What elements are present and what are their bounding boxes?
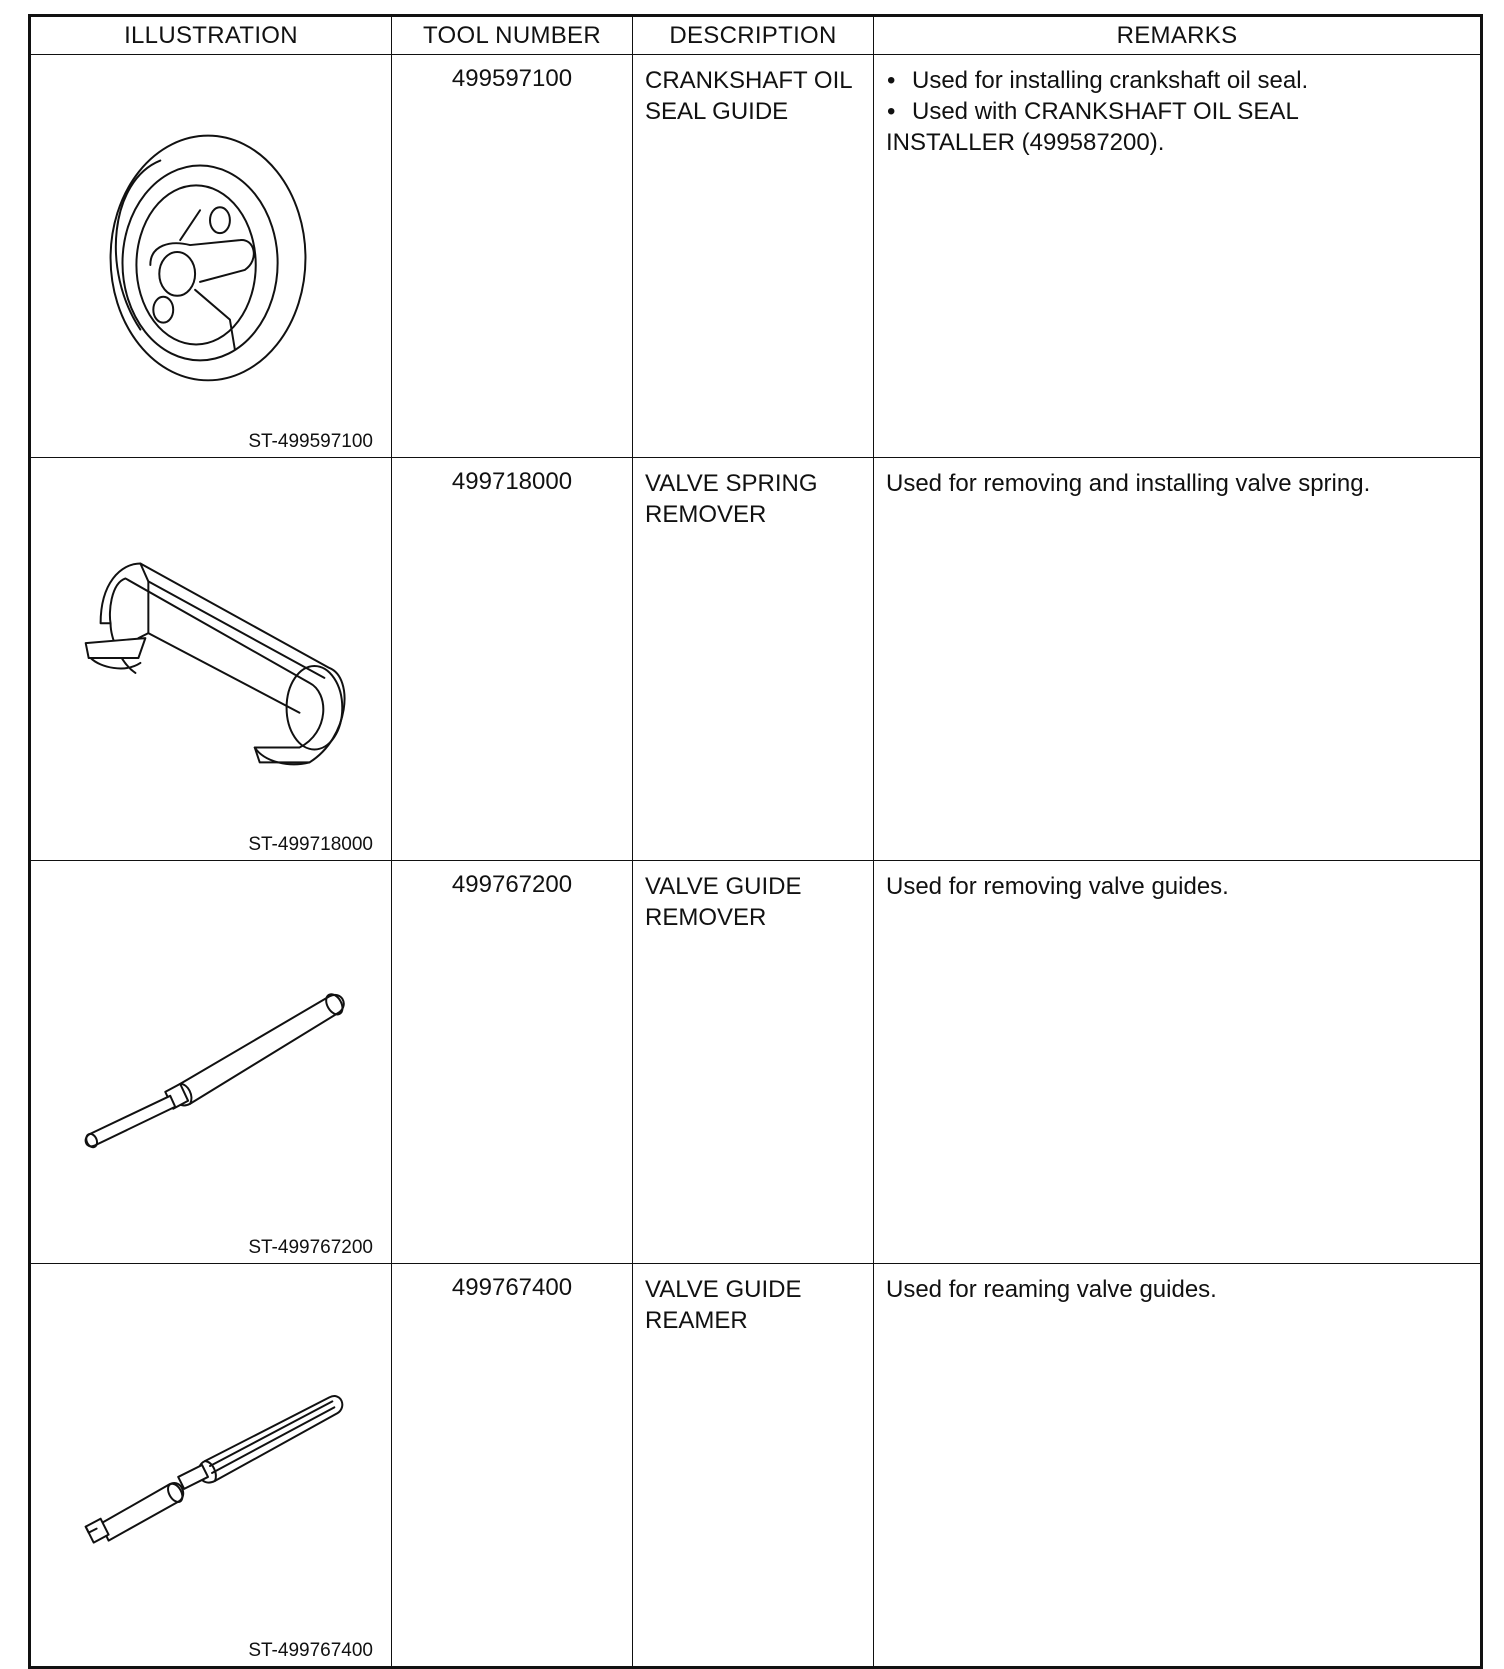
tool-description: VALVE GUIDE REMOVER [633, 861, 874, 1264]
table-row [30, 1264, 1482, 1668]
bullet-icon: • [887, 98, 896, 125]
remarks-list [886, 65, 1468, 158]
tool-remarks: Used for reaming valve guides. [874, 1264, 1482, 1668]
illustration-label: ST-499767400 [248, 1640, 373, 1661]
bullet-icon: • [887, 67, 896, 94]
tool-number: 499718000 [392, 458, 633, 861]
tool-number: 499767400 [392, 1264, 633, 1668]
crankshaft-oil-seal-guide-drawing [31, 55, 391, 457]
table-row [30, 861, 1482, 1264]
remark-continuation: INSTALLER (499587200). [886, 129, 1165, 156]
tool-remarks [874, 55, 1482, 458]
illustration-cell [30, 55, 392, 458]
header-remarks: REMARKS [874, 16, 1482, 55]
header-description: DESCRIPTION [633, 16, 874, 55]
valve-guide-reamer-drawing [31, 1264, 391, 1666]
tool-remarks: Used for removing valve guides. [874, 861, 1482, 1264]
valve-guide-remover-drawing [31, 861, 391, 1263]
tool-description: VALVE SPRING REMOVER [633, 458, 874, 861]
valve-spring-remover-drawing [31, 458, 391, 860]
illustration-cell [30, 861, 392, 1264]
tool-remarks: Used for removing and installing valve spring. [874, 458, 1482, 861]
special-tools-table [28, 14, 1483, 1669]
header-row [30, 16, 1482, 55]
illustration-cell [30, 458, 392, 861]
table-row [30, 458, 1482, 861]
header-illustration: ILLUSTRATION [30, 16, 392, 55]
table-row [30, 55, 1482, 458]
tool-description: VALVE GUIDE REAMER [633, 1264, 874, 1668]
illustration-label: ST-499597100 [248, 431, 373, 452]
illustration-cell [30, 1264, 392, 1668]
tool-number: 499767200 [392, 861, 633, 1264]
tool-number: 499597100 [392, 55, 633, 458]
illustration-label: ST-499718000 [248, 834, 373, 855]
tool-description: CRANKSHAFT OIL SEAL GUIDE [633, 55, 874, 458]
header-tool-number: TOOL NUMBER [392, 16, 633, 55]
remark-item: • Used for installing crankshaft oil seal. [887, 67, 1309, 94]
remark-item: • Used with CRANKSHAFT OIL SEAL [887, 98, 1299, 125]
illustration-label: ST-499767200 [248, 1237, 373, 1258]
